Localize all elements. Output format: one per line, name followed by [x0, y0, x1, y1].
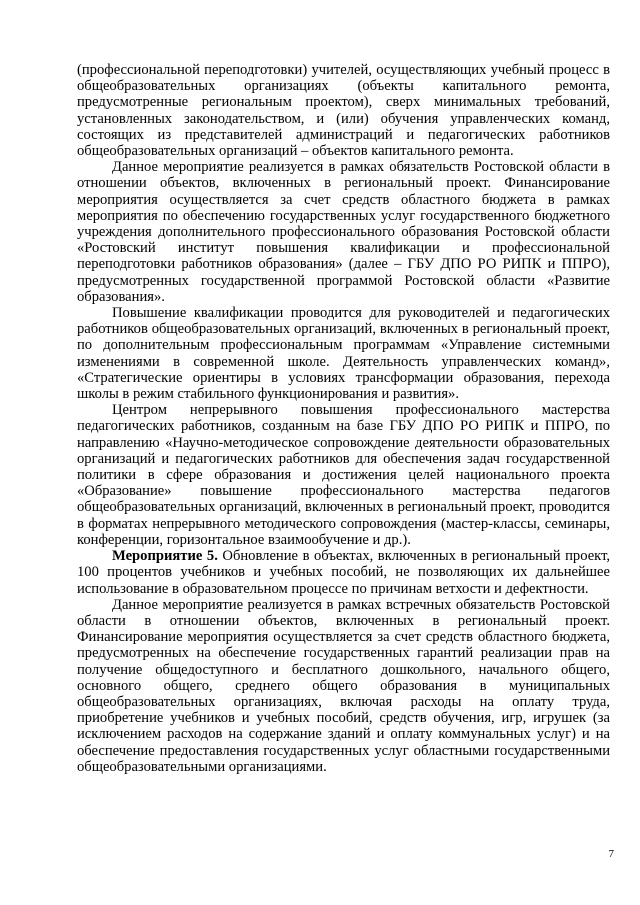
page-number: 7	[608, 848, 614, 860]
paragraph-funding-rostov: Данное мероприятие реализуется в рамках обязательств Ростовской области в отношении объектов, включенных в региональный проект. Финансирование мероприятия осуществляется за счет средств областного бюджета в рамках мероприятия по обеспечению государственных услуг государственного бюджетного учреждения дополнительного профессионального образования Ростовской области «Ростовский институт повышения квалификации и профессиональной переподготовки работников образования» (далее – ГБУ ДПО РО РИПК и ППРО), предусмотренных государственной программой Ростовской области «Развитие образования».	[77, 159, 610, 305]
paragraph-center: Центром непрерывного повышения профессионального мастерства педагогических работников, созданным на базе ГБУ ДПО РО РИПК и ППРО, по направлению «Научно-методическое сопровождение деятельности образовательных организаций и педагогических работников для обеспечения задач государственной политики в сфере образования и достижения целей национального проекта «Образование» повышение профессионального мастерства педагогов общеобразовательных организаций, включенных в региональный проект, проводится в форматах непрерывного методического сопровождения (мастер-классы, семинары, конференции, горизонтальное взаимообучение и др.).	[77, 402, 610, 548]
paragraph-funding-counter: Данное мероприятие реализуется в рамках встречных обязательств Ростовской области в отношении объектов, включенных в региональный проект. Финансирование мероприятия осуществляется за счет средств областного бюджета, предусмотренных на обеспечение государственных гарантий реализации прав на получение общедоступного и бесплатного дошкольного, начального общего, основного общего, среднего общего образования в муниципальных общеобразовательных организациях, включая расходы на оплату труда, приобретение учебников и учебных пособий, средств обучения, игр, игрушек (за исключением расходов на содержание зданий и оплату коммунальных услуг) и на обеспечение предоставления государственных услуг областными государственными общеобразовательными организациями.	[77, 596, 610, 775]
measure-5-text: Обновление в объектах, включенных в региональный проект, 100 процентов учебников и учебных пособий, не позволяющих их дальнейшее использование в образовательном процессе по причинам ветхости и дефектности.	[77, 548, 611, 597]
paragraph-measure-5	[77, 548, 610, 597]
paragraph-qualification: Повышение квалификации проводится для руководителей и педагогических работников общеобразовательных организаций, включенных в региональный проект, по дополнительным профессиональным программам «Управление системными изменениями в современной школе. Деятельность управленческих команд», «Стратегические ориентиры в условиях трансформации образования, перехода школы в режим стабильного функционирования и развития».	[77, 305, 610, 403]
body-text	[77, 62, 610, 775]
paragraph-continuation: (профессиональной переподготовки) учителей, осуществляющих учебный процесс в общеобразовательных организациях (объекты капитального ремонта, предусмотренные региональным проектом), сверх минимальных требований, установленных законодательством, и (или) обучения управленческих команд, состоящих из представителей администраций и педагогических работников общеобразовательных организаций – объектов капитального ремонта.	[77, 62, 610, 160]
measure-5-heading: Мероприятие 5.	[112, 548, 218, 565]
